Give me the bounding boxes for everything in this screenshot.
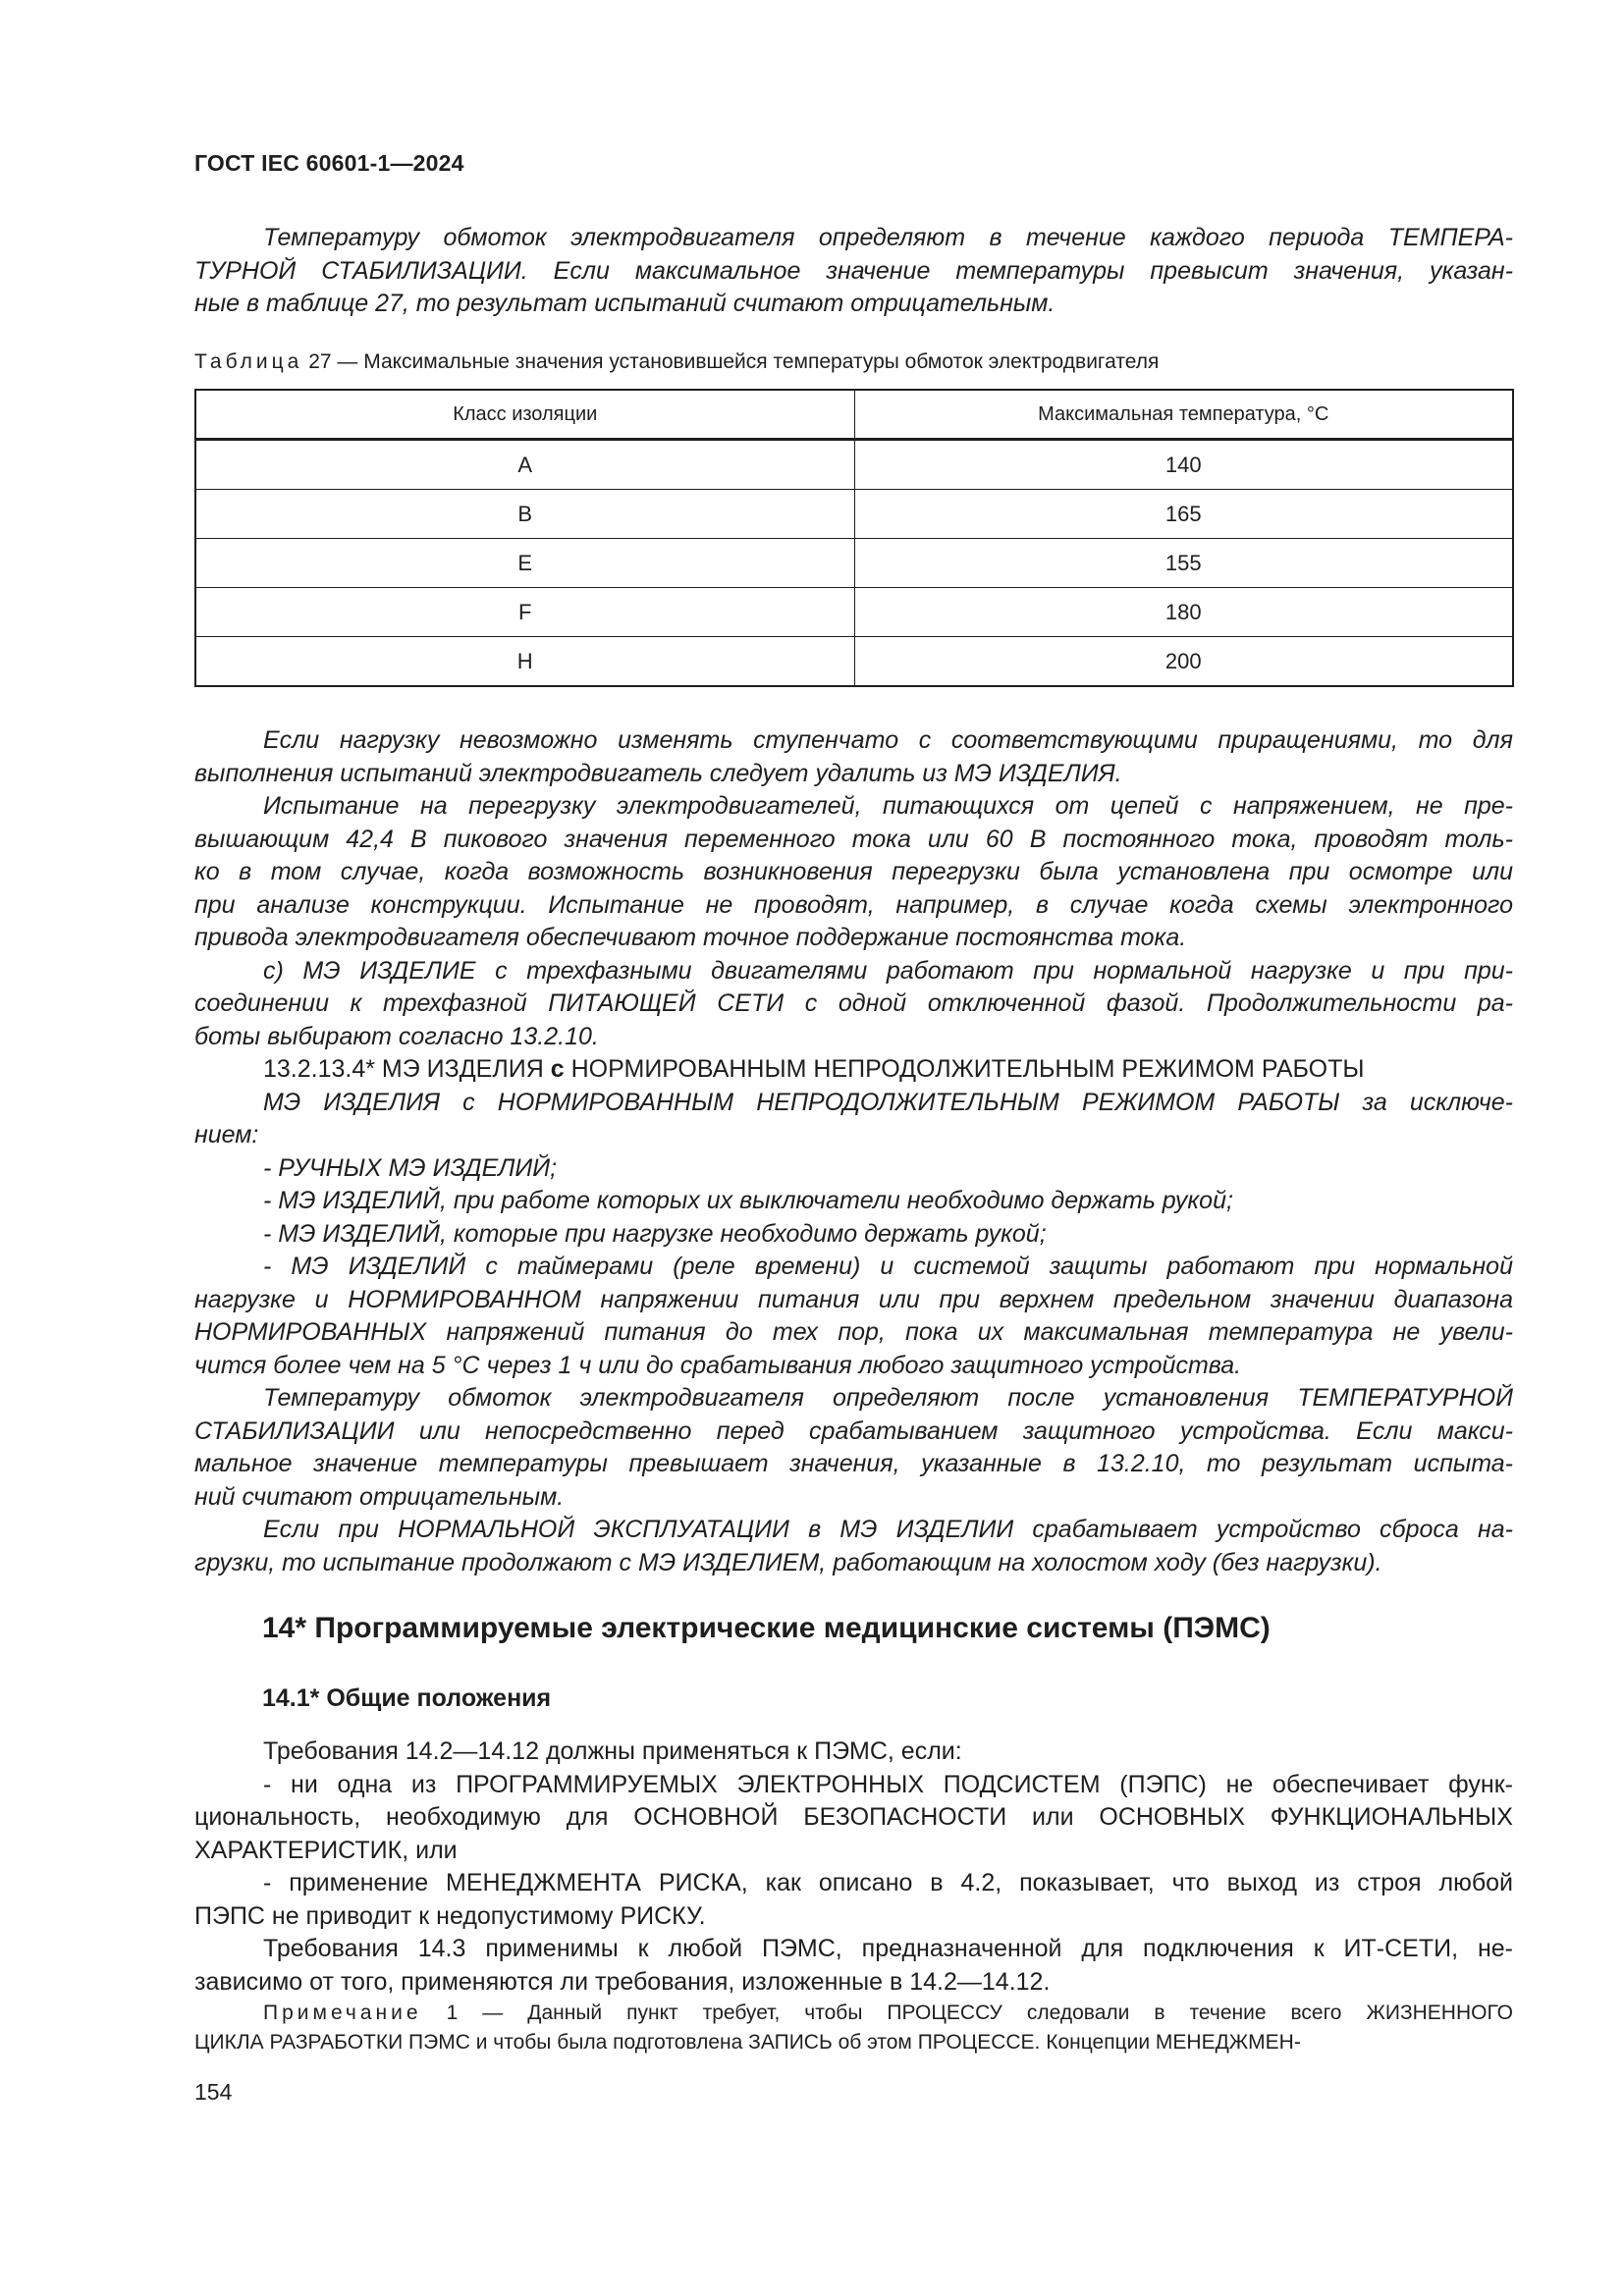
text-line: соединении к трехфазной ПИТАЮЩЕЙ СЕТИ с одной отключенной фазой. Продолжительности ра- xyxy=(194,989,1513,1017)
subsection-14-1-heading: 14.1* Общие положения xyxy=(262,1684,552,1712)
column-header-max-temperature: Максимальная температура, °С xyxy=(854,390,1513,440)
table-caption-label: Таблица xyxy=(194,350,303,373)
body-paragraphs xyxy=(194,724,1513,1053)
table-row xyxy=(195,539,1513,588)
table-caption xyxy=(194,348,1159,376)
text-line: Испытание на перегрузку электродвигателей, питающихся от цепей с напряжением, не пре- xyxy=(263,792,1513,820)
max-temperature-cell: 155 xyxy=(854,539,1513,588)
text-line: ко в том случае, когда возможность возникновения перегрузки была установлена при осмотре или xyxy=(194,858,1513,885)
clause-heading-text: НОРМИРОВАННЫМ НЕПРОДОЛЖИТЕЛЬНЫМ РЕЖИМОМ РАБОТЫ xyxy=(570,1055,1365,1083)
text-line: СТАБИЛИЗАЦИИ или непосредственно перед срабатыванием защитного устройства. Если макси- xyxy=(194,1416,1513,1445)
section-14-heading: 14* Программируемые электрические медицинские системы (ПЭМС) xyxy=(262,1612,1271,1644)
column-header-insulation-class: Класс изоляции xyxy=(195,390,854,440)
text-line: Если нагрузку невозможно изменять ступенчато с соответствующими приращениями, то для xyxy=(263,726,1513,754)
table-header-row xyxy=(195,390,1513,440)
max-temperature-cell: 200 xyxy=(854,637,1513,687)
insulation-class-cell: E xyxy=(195,539,854,588)
max-temperature-cell: 140 xyxy=(854,440,1513,490)
list-item: - МЭ ИЗДЕЛИЙ, при работе которых их выключатели необходимо держать рукой; xyxy=(263,1187,1233,1214)
text-line: грузки, то испытание продолжают с МЭ ИЗДЕЛИЕМ, работающим на холостом ходу (без нагрузки). xyxy=(194,1548,1382,1576)
text-line: мальное значение температуры превышает значения, указанные в 13.2.10, то результат испыта- xyxy=(194,1450,1513,1477)
text-line: Температуру обмоток электродвигателя определяют в течение каждого периода ТЕМПЕРА- xyxy=(263,224,1513,251)
table-row xyxy=(195,637,1513,687)
table-row xyxy=(195,440,1513,490)
list-item: - ни одна из ПРОГРАММИРУЕМЫХ ЭЛЕКТРОННЫХ ПОДСИСТЕМ (ПЭПС) не обеспечивает функ- xyxy=(263,1770,1513,1798)
text-line: боты выбирают согласно 13.2.10. xyxy=(194,1022,599,1050)
text-line: ные в таблице 27, то результат испытаний считают отрицательным. xyxy=(194,290,1056,317)
text-line: зависимо от того, применяются ли требования, изложенные в 14.2—14.12. xyxy=(194,1967,1051,1996)
list-item: - применение МЕНЕДЖМЕНТА РИСКА, как описано в 4.2, показывает, что выход из строя любой xyxy=(263,1869,1513,1896)
list-item: - МЭ ИЗДЕЛИЙ с таймерами (реле времени) и системой защиты работают при нормальной xyxy=(263,1253,1513,1280)
text-line: Требования 14.3 применимы к любой ПЭМС, предназначенной для подключения к ИТ-СЕТИ, не- xyxy=(263,1935,1513,1962)
table-caption-text: 27 — Максимальные значения установившейся температуры обмоток электродвигателя xyxy=(308,350,1160,373)
page-number: 154 xyxy=(194,2079,233,2105)
text-line: чится более чем на 5 °С через 1 ч или до срабатывания любого защитного устройства. xyxy=(194,1351,1242,1379)
clause-body xyxy=(194,1087,1513,1580)
list-item: - МЭ ИЗДЕЛИЙ, которые при нагрузке необходимо держать рукой; xyxy=(263,1219,1047,1248)
document-header: ГОСТ IEC 60601-1—2024 xyxy=(194,150,464,176)
max-temperature-cell: 165 xyxy=(854,490,1513,539)
text-line: выполнения испытаний электродвигатель следует удалить из МЭ ИЗДЕЛИЯ. xyxy=(194,759,1122,787)
text-line: нием: xyxy=(194,1121,259,1148)
text-line: при анализе конструкции. Испытание не проводят, например, в случае когда схемы электронного xyxy=(194,890,1513,919)
clause-heading xyxy=(194,1053,1513,1087)
insulation-class-cell: H xyxy=(195,637,854,687)
clause-heading-bold: с xyxy=(550,1055,565,1083)
clause-heading-number: 13.2.13.4* МЭ ИЗДЕЛИЯ xyxy=(263,1055,544,1083)
text-line: ХАРАКТЕРИСТИК, или xyxy=(194,1836,458,1864)
text-line: Температуру обмоток электродвигателя определяют после установления ТЕМПЕРАТУРНОЙ xyxy=(263,1384,1513,1412)
text-line: МЭ ИЗДЕЛИЯ с НОРМИРОВАННЫМ НЕПРОДОЛЖИТЕЛЬНЫМ РЕЖИМОМ РАБОТЫ за исключе- xyxy=(263,1088,1513,1116)
text-line: циональность, необходимую для ОСНОВНОЙ БЕЗОПАСНОСТИ или ОСНОВНЫХ ФУНКЦИОНАЛЬНЫХ xyxy=(194,1803,1513,1831)
text-line: НОРМИРОВАННЫХ напряжений питания до тех пор, пока их максимальная температура не увели- xyxy=(194,1318,1513,1346)
intro-paragraph xyxy=(194,222,1513,321)
list-item: - РУЧНЫХ МЭ ИЗДЕЛИЙ; xyxy=(263,1153,558,1182)
text-line: вышающим 42,4 В пикового значения переменного тока или 60 В постоянного тока, проводят толь- xyxy=(194,825,1513,853)
table-row xyxy=(195,490,1513,539)
max-temperature-cell: 180 xyxy=(854,588,1513,637)
insulation-class-cell: B xyxy=(195,490,854,539)
insulation-class-cell: F xyxy=(195,588,854,637)
table-row xyxy=(195,588,1513,637)
section-14-1-body xyxy=(194,1735,1513,1999)
note-1 xyxy=(194,1999,1513,2057)
note-line: ЦИКЛА РАЗРАБОТКИ ПЭМС и чтобы была подготовлена ЗАПИСЬ об этом ПРОЦЕССЕ. Концепции МЕНЕДЖМЕН- xyxy=(194,2031,1301,2054)
text-line: привода электродвигателя обеспечивают точное поддержание постоянства тока. xyxy=(194,924,1187,951)
text-line: c) МЭ ИЗДЕЛИЕ с трехфазными двигателями работают при нормальной нагрузке и при при- xyxy=(263,956,1513,985)
note-label: Примечание xyxy=(263,2002,422,2024)
text-line: ний считают отрицательным. xyxy=(194,1482,565,1511)
text-line: нагрузке и НОРМИРОВАННОМ напряжении питания или при верхнем предельном значении диапазона xyxy=(194,1285,1513,1313)
insulation-temperature-table xyxy=(194,389,1514,687)
note-line xyxy=(194,1999,1513,2028)
text-line: Требования 14.2—14.12 должны применяться к ПЭМС, если: xyxy=(263,1737,962,1765)
text-line: Если при НОРМАЛЬНОЙ ЭКСПЛУАТАЦИИ в МЭ ИЗДЕЛИИ срабатывает устройство сброса на- xyxy=(263,1516,1513,1543)
text-line: ПЭПС не приводит к недопустимому РИСКУ. xyxy=(194,1901,706,1930)
clause-13-2-13-4 xyxy=(194,1053,1513,1579)
insulation-class-cell: A xyxy=(195,440,854,490)
note-text: 1 — Данный пункт требует, чтобы ПРОЦЕССУ следовали в течение всего ЖИЗНЕННОГО xyxy=(446,2002,1513,2024)
text-line: ТУРНОЙ СТАБИЛИЗАЦИИ. Если максимальное значение температуры превысит значения, указан- xyxy=(194,256,1513,285)
